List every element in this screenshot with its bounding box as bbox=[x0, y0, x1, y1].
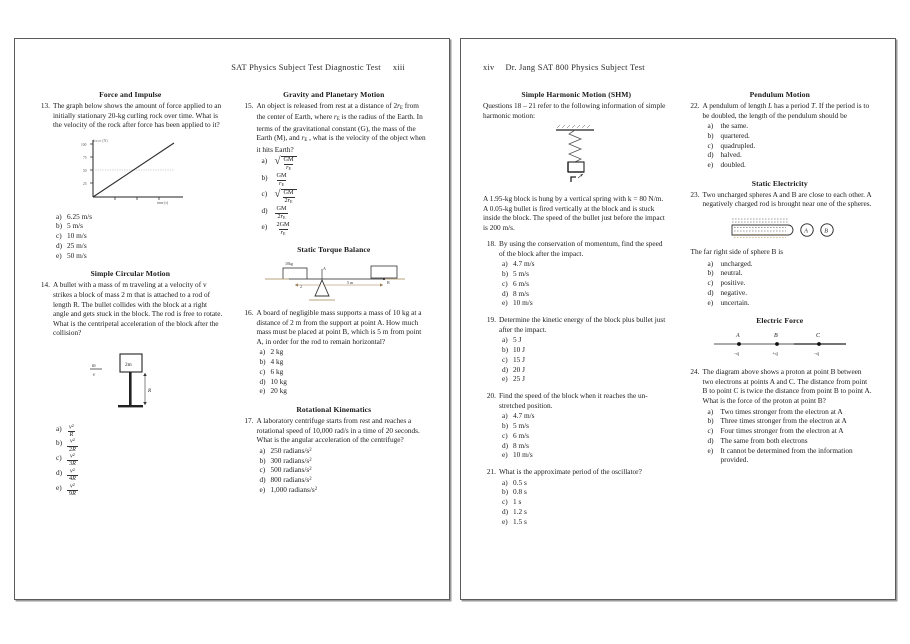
choice-14-d[interactable] bbox=[56, 468, 224, 483]
section-heading-pendulum-motion: Pendulum Motion bbox=[749, 90, 810, 99]
spring-block-svg bbox=[538, 124, 614, 190]
choice-14-e-label: e) bbox=[56, 482, 62, 492]
bullet-block-rod-svg bbox=[76, 342, 184, 420]
choice-24-c[interactable] bbox=[708, 426, 874, 436]
choice-23-b-label: b) bbox=[707, 268, 714, 278]
choice-14-a-fraction: $\frac{v^2}{R}$ bbox=[69, 422, 74, 438]
three-charges-on-line bbox=[687, 329, 874, 363]
svg-text:50: 50 bbox=[83, 168, 87, 173]
choice-15-e[interactable] bbox=[262, 222, 428, 236]
choice-22-b-value: quartered. bbox=[720, 130, 750, 140]
choice-21-c-label: c) bbox=[502, 497, 508, 507]
svg-text:2m: 2m bbox=[125, 361, 132, 368]
choice-14-e[interactable] bbox=[56, 483, 224, 498]
choice-16-a[interactable] bbox=[260, 347, 428, 357]
choice-15-b[interactable] bbox=[262, 173, 428, 187]
choice-15-d-label: d) bbox=[261, 206, 268, 216]
choice-16-d-value: 10 kg bbox=[270, 376, 287, 386]
choice-13-a-label: a) bbox=[56, 211, 62, 221]
charged-rod-spheres-svg bbox=[710, 213, 850, 243]
choice-15-a-label: a) bbox=[261, 156, 268, 166]
choice-15-c-label: c) bbox=[261, 189, 268, 199]
choice-18-a-value: 4.7 m/s bbox=[513, 259, 535, 269]
choice-23-b-value: neutral. bbox=[720, 268, 743, 278]
choice-18-e-value: 10 m/s bbox=[513, 298, 533, 308]
question-19-number: 19. bbox=[486, 315, 496, 325]
choice-20-e-label: e) bbox=[502, 450, 508, 460]
choice-19-b-value: 10 J bbox=[513, 345, 525, 355]
choice-17-a-value: 250 radians/$s^2$ bbox=[270, 445, 312, 455]
choice-16-b[interactable] bbox=[260, 357, 428, 367]
choice-24-d-value: The same from both electrons bbox=[720, 435, 808, 445]
question-14-choices bbox=[37, 424, 224, 498]
choice-19-c[interactable] bbox=[502, 355, 670, 365]
choice-17-d-label: d) bbox=[259, 475, 266, 485]
choice-13-e[interactable] bbox=[56, 251, 224, 261]
choice-21-b[interactable] bbox=[502, 487, 670, 497]
choice-19-d-label: d) bbox=[502, 364, 509, 374]
choice-24-b[interactable] bbox=[708, 416, 874, 426]
left-page bbox=[14, 38, 450, 600]
choice-15-c[interactable] bbox=[262, 189, 428, 204]
choice-13-d[interactable] bbox=[56, 241, 224, 251]
choice-17-c[interactable] bbox=[260, 465, 428, 475]
svg-text:25: 25 bbox=[83, 181, 87, 186]
choice-13-c-label: c) bbox=[56, 231, 62, 241]
question-15 bbox=[241, 101, 428, 154]
choice-14-d-fraction: $\frac{v^2}{4R}$ bbox=[69, 466, 76, 483]
question-24-text: The diagram above shows a proton at point B between two electrons at points A and C. The distance from point B to point C is twice the distance from point B to point A. What is the force of the proton at point B? bbox=[702, 367, 872, 406]
section-heading-simple-circular-motion: Simple Circular Motion bbox=[90, 269, 171, 279]
choice-23-d[interactable] bbox=[708, 288, 874, 298]
choice-23-a-value: uncharged. bbox=[720, 258, 753, 268]
choice-17-d-value: 800 radians/$s^2$ bbox=[270, 475, 312, 485]
choice-19-e-label: e) bbox=[502, 374, 508, 384]
choice-17-b-value: 300 radians/$s^2$ bbox=[270, 455, 312, 465]
choice-16-b-value: 4 kg bbox=[270, 357, 284, 367]
choice-16-e-label: e) bbox=[259, 386, 266, 396]
choice-19-d[interactable] bbox=[502, 365, 670, 375]
svg-text:R: R bbox=[148, 387, 152, 394]
choice-20-a-label: a) bbox=[502, 411, 508, 421]
choice-20-c[interactable] bbox=[502, 431, 670, 441]
choice-23-d-value: negative. bbox=[720, 287, 748, 297]
bullet-block-rod-diagram bbox=[37, 342, 224, 420]
svg-text:A: A bbox=[803, 228, 808, 235]
question-14-text: A bullet with a mass of m traveling at a velocity of v strikes a block of mass 2 m that is attached to a rod of length R. The bullet collides with the block at a right angle and gets stuck in the block. The rod is free to rotate. What is the centripetal acceleration of the block after the collision? bbox=[53, 280, 223, 338]
choice-19-a-label: a) bbox=[502, 335, 508, 345]
choice-23-b[interactable] bbox=[708, 268, 874, 278]
choice-18-b-label: b) bbox=[502, 269, 509, 279]
choice-13-b[interactable] bbox=[56, 221, 224, 231]
choice-21-e[interactable] bbox=[502, 517, 670, 527]
choice-19-e-value: 25 J bbox=[513, 374, 525, 384]
choice-17-b[interactable] bbox=[260, 456, 428, 466]
svg-text:force (N): force (N) bbox=[93, 137, 109, 143]
choice-22-e-value: doubled. bbox=[720, 160, 746, 170]
question-17 bbox=[241, 416, 428, 445]
choice-15-a-radical: √ $\frac{GM}{r_E}$ bbox=[275, 156, 297, 171]
question-24-choices bbox=[687, 407, 874, 466]
choice-18-d-value: 8 m/s bbox=[513, 288, 530, 298]
choice-18-c[interactable] bbox=[502, 279, 670, 289]
question-15-choices bbox=[241, 156, 428, 236]
choice-14-c-fraction: $\frac{v^2}{3R}$ bbox=[69, 452, 76, 468]
choice-13-d-label: d) bbox=[56, 240, 63, 250]
choice-14-d-label: d) bbox=[56, 467, 63, 477]
choice-19-b-label: b) bbox=[502, 345, 509, 355]
choice-18-b[interactable] bbox=[502, 269, 670, 279]
choice-22-e-label: e) bbox=[707, 160, 714, 170]
choice-16-a-label: a) bbox=[259, 347, 266, 357]
question-17-text: A laboratory centrifuge starts from rest and reaches a rotational speed of 10,000 rad/s in a time of 20 seconds. What is the angular acceleration of the centrifuge? bbox=[256, 416, 420, 445]
choice-24-b-label: b) bbox=[707, 416, 714, 426]
question-13 bbox=[37, 101, 224, 130]
choice-18-c-label: c) bbox=[502, 278, 508, 288]
choice-18-e[interactable] bbox=[502, 298, 670, 308]
svg-text:–q: –q bbox=[813, 352, 819, 358]
choice-24-e-label: e) bbox=[707, 445, 714, 455]
choice-22-c-label: c) bbox=[707, 140, 714, 150]
choice-15-a[interactable] bbox=[262, 156, 428, 171]
question-16-choices bbox=[241, 347, 428, 396]
choice-23-a-label: a) bbox=[707, 258, 714, 268]
choice-22-d-value: halved. bbox=[720, 150, 742, 160]
section-heading-static-electricity: Static Electricity bbox=[751, 178, 808, 188]
question-23-text: Two uncharged spheres A and B are close to each other. A negatively charged rod is brought near one of the spheres. bbox=[702, 189, 872, 209]
svg-text:+q: +q bbox=[771, 352, 778, 358]
question-20-number: 20. bbox=[486, 391, 496, 401]
question-21-choices bbox=[483, 478, 670, 527]
choice-18-d-label: d) bbox=[502, 288, 509, 298]
choice-17-e-label: e) bbox=[259, 484, 266, 494]
choice-13-a-value: 6.25 m/s bbox=[67, 211, 93, 221]
choice-23-c[interactable] bbox=[708, 278, 874, 288]
choice-18-d[interactable] bbox=[502, 289, 670, 299]
choice-16-c-label: c) bbox=[259, 366, 266, 376]
question-20-choices bbox=[483, 411, 670, 460]
choice-23-e-value: uncertain. bbox=[720, 297, 750, 307]
choice-22-d[interactable] bbox=[708, 150, 874, 160]
choice-24-e-value: It cannot be determined from the information provided. bbox=[720, 445, 853, 465]
choice-22-a-label: a) bbox=[707, 121, 714, 131]
choice-18-c-value: 6 m/s bbox=[513, 278, 530, 288]
choice-22-b[interactable] bbox=[708, 131, 874, 141]
three-charges-svg bbox=[704, 329, 856, 363]
choice-15-b-label: b) bbox=[261, 173, 268, 183]
question-23-stem: The far right side of sphere B is bbox=[690, 247, 784, 257]
choice-13-e-value: 50 m/s bbox=[67, 250, 87, 260]
choice-14-a-label: a) bbox=[56, 423, 62, 433]
choice-20-b-value: 5 m/s bbox=[513, 420, 530, 430]
choice-13-d-value: 25 m/s bbox=[67, 240, 87, 250]
question-16-text: A board of negligible mass supports a mass of 10 kg at a distance of 2 m from the support at point A. How much mass must be placed at point B, which is 5 m from point A, in order for the rod to remain horizontal? bbox=[256, 308, 422, 346]
svg-text:–q: –q bbox=[733, 352, 739, 358]
svg-text:time (s): time (s) bbox=[157, 200, 169, 205]
choice-22-b-label: b) bbox=[707, 130, 714, 140]
choice-17-c-label: c) bbox=[259, 465, 266, 475]
choice-15-d[interactable] bbox=[262, 206, 428, 220]
choice-23-c-label: c) bbox=[707, 278, 714, 288]
choice-19-e[interactable] bbox=[502, 374, 670, 384]
choice-24-d-label: d) bbox=[707, 435, 714, 445]
choice-19-c-label: c) bbox=[502, 354, 508, 364]
choice-16-b-label: b) bbox=[259, 357, 266, 367]
left-page-column-1 bbox=[37, 90, 224, 497]
choice-19-b[interactable] bbox=[502, 345, 670, 355]
question-20-text: Find the speed of the block when it reaches the un-stretched position. bbox=[499, 391, 648, 410]
choice-17-e-value: 1,000 radians/$s^2$ bbox=[270, 484, 318, 494]
svg-text:B: B bbox=[386, 280, 390, 286]
svg-text:v: v bbox=[93, 372, 96, 378]
choice-17-e[interactable] bbox=[260, 485, 428, 495]
shm-passage: A 1.95-kg block is hung by a vertical spring with k = 80 N/m. A 0.05-kg bullet is fired vertically at the block and is stuck inside the block. The speed of the bullet just before the impact is 200 m/s. bbox=[483, 194, 665, 232]
left-page-folio: xiii bbox=[392, 63, 405, 72]
right-page bbox=[460, 38, 896, 600]
section-heading-rotational-kinematics: Rotational Kinematics bbox=[296, 405, 372, 415]
svg-text:10kg: 10kg bbox=[284, 261, 293, 267]
torque-balance-svg bbox=[259, 258, 409, 304]
svg-text:B: B bbox=[823, 228, 828, 235]
choice-16-c-value: 6 kg bbox=[270, 366, 284, 376]
question-14-number: 14. bbox=[40, 280, 50, 290]
choice-21-c-value: 1 s bbox=[513, 497, 522, 507]
choice-21-d-value: 1.2 s bbox=[513, 506, 527, 516]
right-page-column-1 bbox=[483, 90, 670, 526]
choice-20-c-label: c) bbox=[502, 430, 508, 440]
choice-20-c-value: 6 m/s bbox=[513, 430, 530, 440]
choice-15-d-fraction: $\frac{GM}{2r_E}$ bbox=[276, 205, 287, 220]
choice-13-a[interactable] bbox=[56, 212, 224, 222]
choice-20-d-label: d) bbox=[502, 440, 509, 450]
choice-20-a[interactable] bbox=[502, 411, 670, 421]
section-heading-static-torque-balance: Static Torque Balance bbox=[297, 245, 371, 255]
right-page-running-head bbox=[483, 63, 873, 74]
question-19-text: Determine the kinetic energy of the block plus bullet just after the impact. bbox=[499, 315, 666, 334]
question-13-number: 13. bbox=[40, 101, 50, 110]
choice-16-a-value: 2 kg bbox=[270, 347, 284, 357]
choice-22-c-value: quadrupled. bbox=[720, 140, 756, 150]
choice-23-d-label: d) bbox=[707, 287, 714, 297]
choice-15-b-fraction: $\frac{GM}{r_E}$ bbox=[276, 172, 287, 187]
question-22-text: A pendulum of length L has a period T. If the period is to be doubled, the length of the pendulum should be bbox=[702, 101, 870, 120]
svg-text:100: 100 bbox=[81, 142, 87, 147]
choice-23-c-value: positive. bbox=[720, 278, 746, 288]
choice-24-e[interactable] bbox=[708, 446, 874, 466]
question-13-choices bbox=[37, 212, 224, 261]
question-21 bbox=[483, 467, 670, 477]
question-23-number: 23. bbox=[690, 189, 700, 199]
choice-20-b-label: b) bbox=[502, 420, 509, 430]
choice-24-a[interactable] bbox=[708, 407, 874, 417]
choice-13-c-value: 10 m/s bbox=[67, 231, 87, 241]
choice-21-b-label: b) bbox=[502, 487, 509, 497]
choice-23-a[interactable] bbox=[708, 259, 874, 269]
choice-24-c-label: c) bbox=[707, 426, 714, 436]
choice-17-c-value: 500 radians/$s^2$ bbox=[270, 465, 312, 475]
svg-text:C: C bbox=[815, 333, 820, 340]
question-18-number: 18. bbox=[486, 239, 496, 249]
svg-text:B: B bbox=[773, 333, 778, 340]
right-page-column-2 bbox=[687, 90, 874, 465]
right-page-folio: xiv bbox=[483, 63, 495, 72]
choice-24-d[interactable] bbox=[708, 436, 874, 446]
choice-20-b[interactable] bbox=[502, 421, 670, 431]
choice-21-a-label: a) bbox=[502, 477, 508, 487]
choice-13-c[interactable] bbox=[56, 231, 224, 241]
choice-15-e-label: e) bbox=[261, 222, 268, 232]
question-15-number: 15. bbox=[244, 101, 254, 110]
question-13-text: The graph below shows the amount of force applied to an initially stationary 20-kg curling rock over time. What is the velocity of the rock after force has been applied to it? bbox=[53, 101, 222, 130]
choice-13-e-label: e) bbox=[56, 250, 62, 260]
choice-19-a[interactable] bbox=[502, 335, 670, 345]
choice-13-b-value: 5 m/s bbox=[67, 221, 84, 231]
choice-21-b-value: 0.8 s bbox=[513, 487, 527, 497]
question-22-choices bbox=[687, 121, 874, 170]
choice-20-d-value: 8 m/s bbox=[513, 440, 530, 450]
choice-16-d-label: d) bbox=[259, 376, 266, 386]
choice-23-e[interactable] bbox=[708, 298, 874, 308]
svg-text:2: 2 bbox=[299, 284, 302, 290]
question-16-number: 16. bbox=[244, 308, 254, 318]
right-page-columns bbox=[483, 90, 873, 526]
choice-16-e[interactable] bbox=[260, 386, 428, 396]
choice-14-b-fraction: $\frac{v^2}{2R}$ bbox=[69, 437, 76, 453]
question-17-choices bbox=[241, 446, 428, 495]
choice-14-c[interactable] bbox=[56, 453, 224, 468]
choice-19-c-value: 15 J bbox=[513, 354, 525, 364]
choice-15-e-fraction: $\frac{2GM}{r_E}$ bbox=[276, 221, 290, 236]
choice-18-e-label: e) bbox=[502, 298, 508, 308]
question-18-text: By using the conservation of momentum, find the speed of the block after the impact. bbox=[499, 239, 663, 258]
left-page-running-head bbox=[37, 63, 427, 74]
left-running-title: SAT Physics Subject Test Diagnostic Test bbox=[231, 63, 381, 72]
choice-20-e[interactable] bbox=[502, 450, 670, 460]
choice-18-b-value: 5 m/s bbox=[513, 269, 530, 279]
choice-18-a[interactable] bbox=[502, 259, 670, 269]
choice-19-d-value: 20 J bbox=[513, 364, 525, 374]
section-heading-simple-harmonic-motion: Simple Harmonic Motion (SHM) bbox=[521, 90, 632, 99]
choice-15-c-radical: √ $\frac{GM}{2r_E}$ bbox=[275, 189, 297, 204]
question-18 bbox=[483, 239, 670, 258]
svg-text:A: A bbox=[735, 333, 740, 340]
left-page-column-2 bbox=[241, 90, 428, 495]
question-17-number: 17. bbox=[244, 416, 254, 426]
section-heading-electric-force: Electric Force bbox=[756, 316, 804, 326]
question-16 bbox=[241, 308, 428, 346]
choice-22-a-value: the same. bbox=[720, 121, 749, 131]
choice-14-e-fraction: $\frac{v^2}{9R}$ bbox=[69, 481, 76, 497]
choice-21-e-label: e) bbox=[502, 516, 508, 526]
choice-22-d-label: d) bbox=[707, 150, 714, 160]
choice-14-c-label: c) bbox=[56, 453, 62, 463]
choice-24-c-value: Four times stronger from the electron at A bbox=[720, 426, 844, 436]
choice-17-b-label: b) bbox=[259, 455, 266, 465]
svg-text:5 m: 5 m bbox=[346, 280, 353, 286]
choice-17-a-label: a) bbox=[259, 445, 266, 455]
choice-14-b[interactable] bbox=[56, 438, 224, 453]
choice-20-a-value: 4.7 m/s bbox=[513, 411, 535, 421]
question-24-number: 24. bbox=[690, 367, 700, 377]
force-vs-time-graph bbox=[37, 134, 224, 208]
choice-22-c[interactable] bbox=[708, 141, 874, 151]
svg-text:A: A bbox=[322, 266, 326, 272]
choice-24-a-label: a) bbox=[707, 406, 714, 416]
question-22 bbox=[687, 101, 874, 120]
choice-14-a[interactable] bbox=[56, 424, 224, 439]
choice-20-e-value: 10 m/s bbox=[513, 450, 533, 460]
question-19 bbox=[483, 315, 670, 334]
question-18-choices bbox=[483, 259, 670, 308]
force-time-chart-svg bbox=[71, 134, 189, 208]
charged-rod-two-spheres bbox=[687, 213, 874, 243]
torque-balance-diagram bbox=[241, 258, 428, 304]
choice-16-d[interactable] bbox=[260, 377, 428, 387]
choice-19-a-value: 5 J bbox=[513, 335, 522, 345]
svg-text:75: 75 bbox=[83, 155, 87, 160]
question-24 bbox=[687, 367, 874, 405]
choice-17-a[interactable] bbox=[260, 446, 428, 456]
choice-21-a-value: 0.5 s bbox=[513, 477, 527, 487]
choice-21-c[interactable] bbox=[502, 497, 670, 507]
shm-intro: Questions 18 – 21 refer to the following information of simple harmonic motion: bbox=[483, 101, 666, 120]
question-15-text: An object is released from rest at a distance of $2r_E$ from the center of Earth, where $r_E$ is the radius of the Earth. In terms of the gravitational constant (G), the mass of the Earth (M), and $r_E$ , what is the velocity of the object when it hits Earth? bbox=[256, 101, 426, 154]
choice-21-d[interactable] bbox=[502, 507, 670, 517]
choice-22-e[interactable] bbox=[708, 160, 874, 170]
choice-17-d[interactable] bbox=[260, 475, 428, 485]
question-21-text: What is the approximate period of the oscillator? bbox=[499, 467, 642, 477]
choice-24-a-value: Two times stronger from the electron at A bbox=[720, 406, 843, 416]
choice-20-d[interactable] bbox=[502, 441, 670, 451]
choice-18-a-label: a) bbox=[502, 259, 508, 269]
left-page-columns bbox=[37, 90, 427, 497]
question-21-number: 21. bbox=[486, 467, 496, 477]
question-22-number: 22. bbox=[690, 101, 700, 110]
choice-21-d-label: d) bbox=[502, 506, 509, 516]
choice-21-e-value: 1.5 s bbox=[513, 516, 527, 526]
question-19-choices bbox=[483, 335, 670, 384]
vertical-spring-block-bullet bbox=[483, 124, 670, 190]
section-heading-gravity-and-planetary-motion: Gravity and Planetary Motion bbox=[283, 90, 385, 99]
right-running-title: Dr. Jang SAT 800 Physics Subject Test bbox=[505, 63, 645, 72]
choice-23-e-label: e) bbox=[707, 297, 714, 307]
choice-24-b-value: Three times stronger from the electron at A bbox=[720, 416, 847, 426]
question-14 bbox=[37, 280, 224, 337]
choice-16-c[interactable] bbox=[260, 367, 428, 377]
choice-13-b-label: b) bbox=[56, 221, 63, 231]
svg-text:m: m bbox=[92, 363, 96, 369]
choice-16-e-value: 20 kg bbox=[270, 386, 287, 396]
question-23 bbox=[687, 190, 874, 209]
question-20 bbox=[483, 391, 670, 410]
choice-14-b-label: b) bbox=[56, 438, 63, 448]
choice-21-a[interactable] bbox=[502, 478, 670, 488]
question-23-choices bbox=[687, 259, 874, 308]
section-heading-force-and-impulse: Force and Impulse bbox=[99, 90, 162, 99]
choice-22-a[interactable] bbox=[708, 121, 874, 131]
